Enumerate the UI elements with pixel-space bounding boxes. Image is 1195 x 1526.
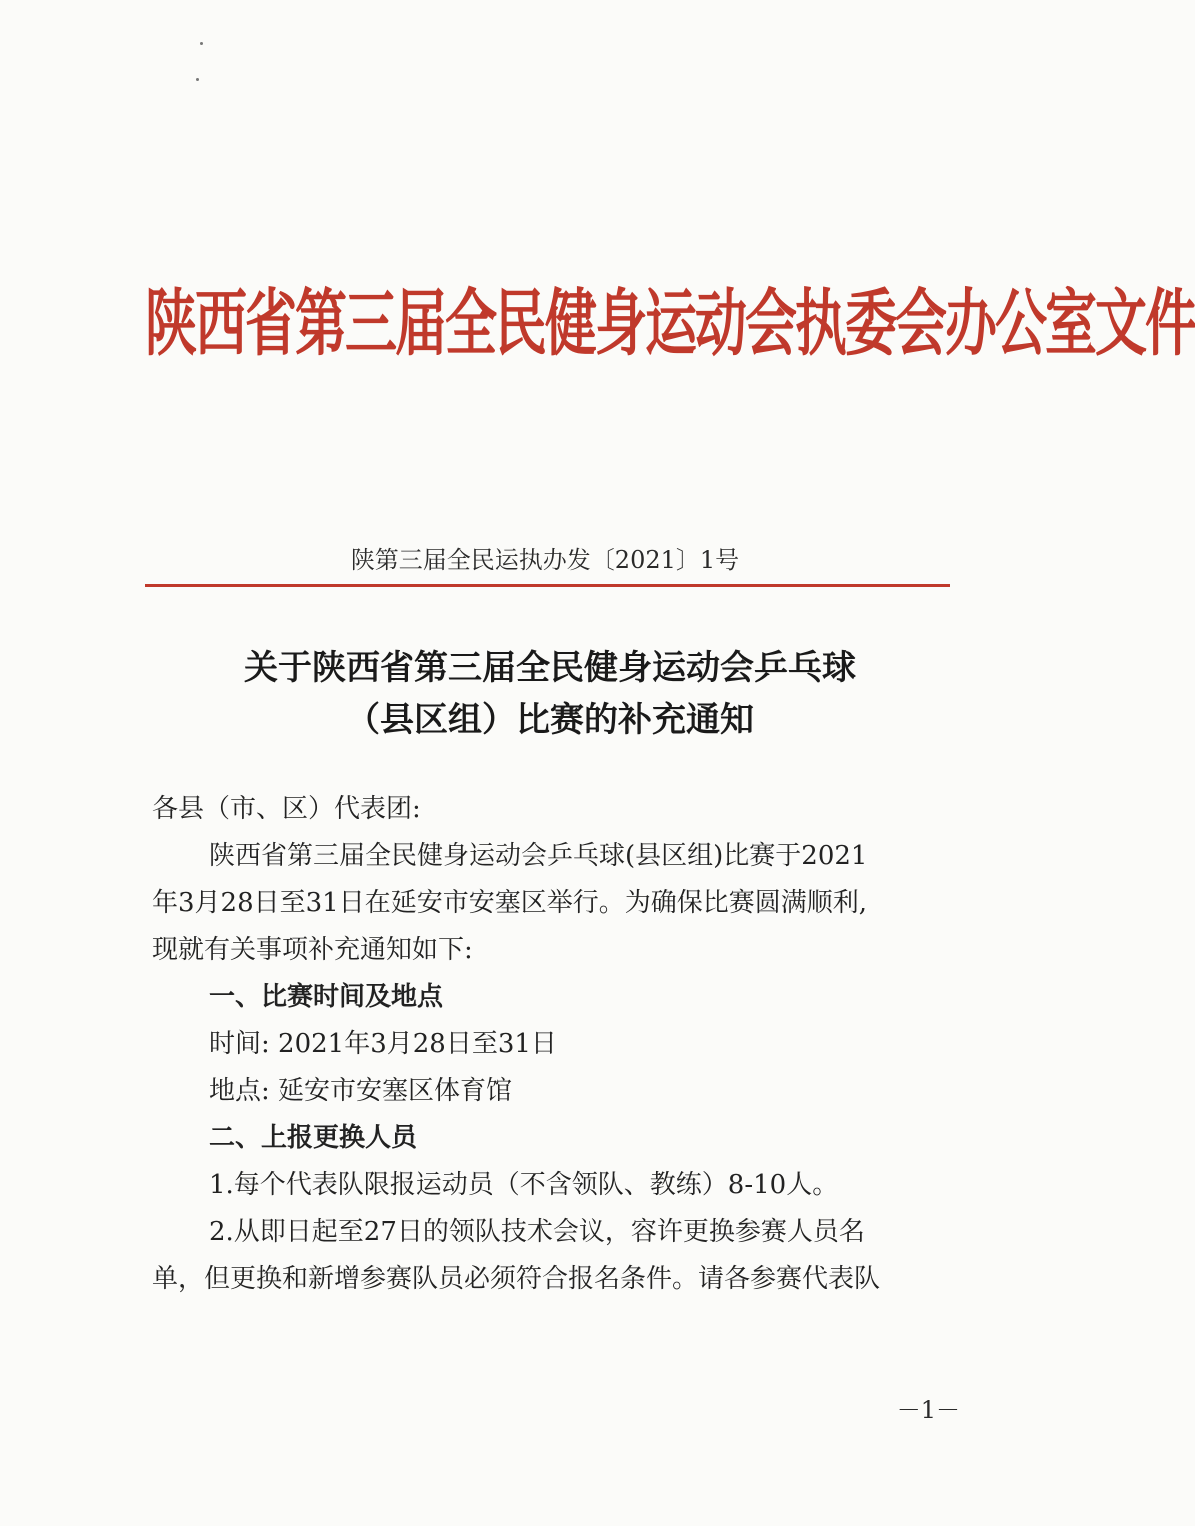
place-line: 地点: 延安市安塞区体育馆: [209, 1076, 513, 1106]
scan-speck: [200, 42, 203, 45]
body-paragraph-line: 现就有关事项补充通知如下:: [152, 935, 473, 965]
page-number: －1－: [896, 1396, 960, 1424]
salutation: 各县（市、区）代表团:: [152, 794, 421, 824]
document-header-title: 陕西省第三届全民健身运动会执委会办公室文件: [145, 281, 1195, 367]
time-line: 时间: 2021年3月28日至31日: [209, 1029, 557, 1059]
section-heading: 一、比赛时间及地点: [209, 982, 444, 1012]
red-divider-line: [145, 584, 950, 587]
notice-title: [145, 642, 955, 746]
body-paragraph-line: 单，但更换和新增参赛队员必须符合报名条件。请各参赛代表队: [152, 1264, 881, 1294]
notice-title-line: （县区组）比赛的补充通知: [346, 700, 754, 740]
list-item: 2.从即日起至27日的领队技术会议，容许更换参赛人员名: [209, 1217, 865, 1247]
document-number: 陕第三届全民运执办发〔2021〕1号: [350, 546, 740, 574]
notice-body: [152, 786, 952, 1303]
body-paragraph-line: 陕西省第三届全民健身运动会乒乓球(县区组)比赛于2021: [209, 841, 868, 871]
notice-title-line: 关于陕西省第三届全民健身运动会乒乓球: [244, 648, 856, 688]
section-heading: 二、上报更换人员: [209, 1123, 418, 1153]
list-item: 1.每个代表队限报运动员（不含领队、教练）8-10人。: [209, 1170, 839, 1200]
scan-speck: [196, 78, 199, 81]
body-paragraph-line: 年3月28日至31日在延安市安塞区举行。为确保比赛圆满顺利,: [152, 888, 867, 918]
